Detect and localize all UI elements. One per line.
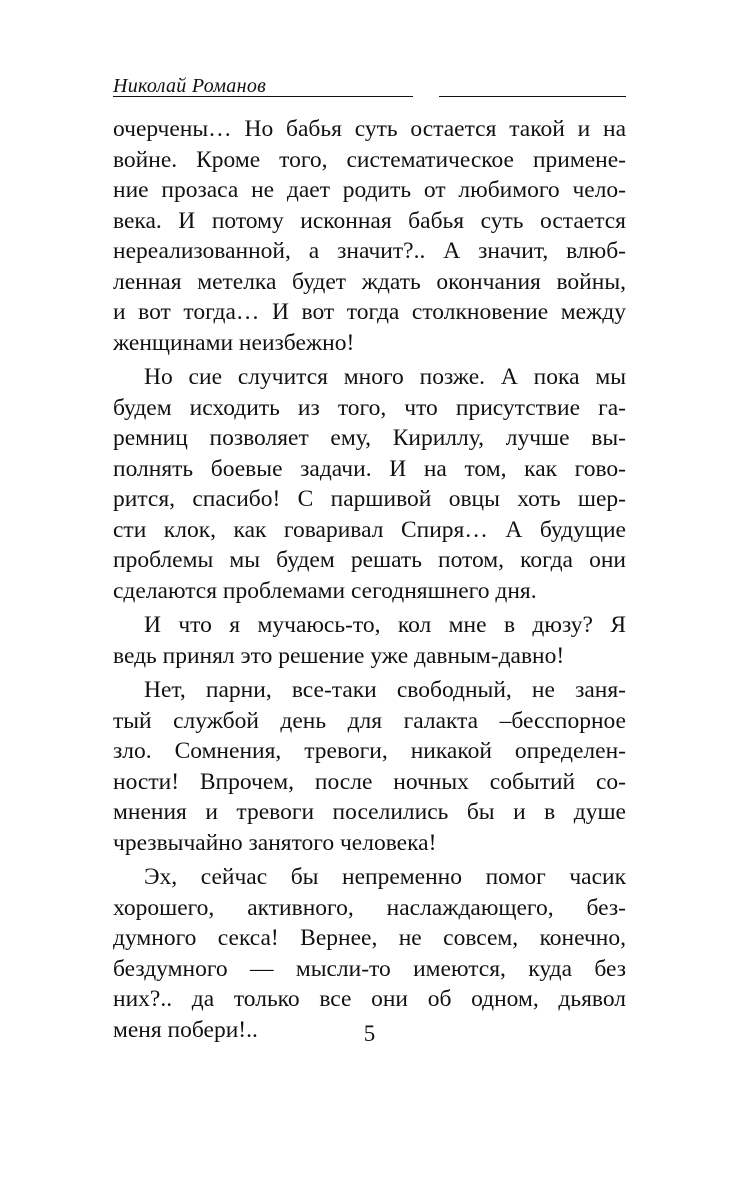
text-line: ремниц позволяет ему, Кириллу, лучше вы- [113,425,626,451]
paragraph-1 [113,114,626,358]
paragraph-4 [113,675,626,858]
text-line: рится, спасибо! С паршивой овцы хоть шер- [113,486,626,512]
text-line: зло. Сомнения, тревоги, никакой определен- [113,738,626,764]
text-line: сти клок, как говаривал Спиря… А будущие [113,516,626,543]
text-line: думного секса! Вернее, не совсем, конечно, [113,925,626,951]
text-line: Нет, парни, все-таки свободный, не заня- [144,677,626,703]
page-number: 5 [363,1021,376,1046]
text-line: бездумного — мысли-то имеются, куда без [113,955,626,982]
text-line: тый службой день для галакта –бесспорное [113,707,626,734]
header-author: Николай Романов [113,75,267,97]
text-line: Но сие случится много позже. А пока мы [144,364,626,390]
header-rule-left [113,96,413,97]
text-line: и вот тогда… И вот тогда столкновение между [113,299,626,325]
text-line: очерчены… Но бабья суть остается такой и на [113,116,626,142]
text-line: сделаются проблемами сегодняшнего дня. [113,577,537,604]
paragraph-5 [113,862,626,1045]
header-rule-right [439,96,626,97]
text-line: нереализованной, а значит?.. А значит, влюб- [113,238,626,264]
text-line: века. И потому исконная бабья суть остается [113,207,626,234]
text-line: них?.. да только все они об одном, дьявол [113,986,626,1012]
text-line: хорошего, активного, наслаждающего, без- [113,894,626,921]
text-line: проблемы мы будем решать потом, когда они [113,547,626,573]
running-header [113,74,626,100]
text-line: ленная метелка будет ждать окончания войны, [113,268,626,295]
paragraph-3 [113,610,626,671]
text-line: полнять боевые задачи. И на том, как гово- [113,455,626,482]
text-line: И что я мучаюсь-то, кол мне в дюзу? Я [144,612,626,638]
text-line: мнения и тревоги поселились бы и в душе [113,799,626,825]
text-line: Эх, сейчас бы непременно помог часик [144,864,626,890]
text-line: будем исходить из того, что присутствие га- [113,394,626,421]
text-line: женщинами неизбежно! [113,329,355,356]
text-line: ние прозаса не дает родить от любимого чело- [113,177,626,203]
body-text [113,114,626,1045]
text-line: чрезвычайно занятого человека! [113,829,437,856]
paragraph-2 [113,362,626,606]
text-line: меня побери!.. [113,1016,258,1043]
text-line: войне. Кроме того, систематическое примене- [113,146,626,173]
text-line: ности! Впрочем, после ночных событий со- [113,768,626,795]
text-line: ведь принял это решение уже давным-давно! [113,642,565,669]
